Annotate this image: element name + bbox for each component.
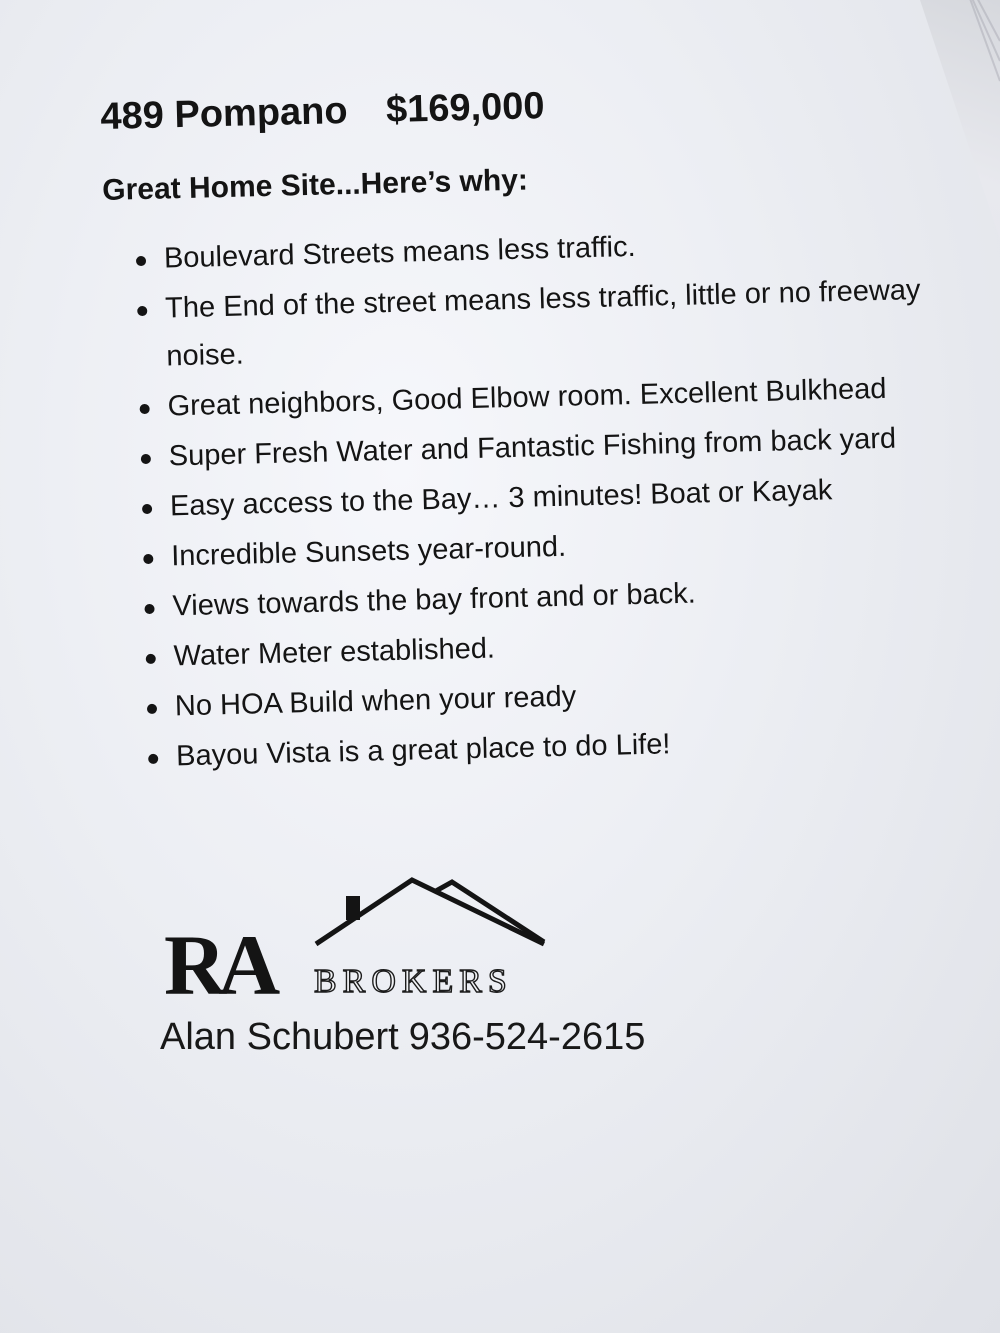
feature-text: Boulevard Streets means less traffic. bbox=[163, 230, 636, 275]
agent-name: Alan Schubert bbox=[160, 1016, 399, 1058]
bullet-icon bbox=[146, 654, 156, 664]
bullet-icon bbox=[148, 754, 158, 764]
flyer-content bbox=[100, 76, 937, 784]
listing-price: $169,000 bbox=[385, 85, 546, 132]
bullet-icon bbox=[142, 504, 152, 514]
listing-address: 489 Pompano bbox=[100, 89, 349, 138]
agent-contact bbox=[160, 1016, 655, 1059]
feature-text: No HOA Build when your ready bbox=[174, 680, 577, 723]
feature-text: Super Fresh Water and Fantastic Fishing from back yard bbox=[168, 422, 897, 473]
feature-text: Easy access to the Bay… 3 minutes! Boat or Kayak bbox=[169, 474, 833, 523]
feature-list bbox=[103, 216, 936, 782]
bullet-icon bbox=[143, 554, 153, 564]
logo-mark: RA bbox=[164, 917, 273, 1004]
listing-subtitle: Great Home Site...Here’s why: bbox=[101, 163, 529, 207]
bullet-icon bbox=[137, 306, 147, 316]
agent-phone: 936-524-2615 bbox=[408, 1016, 646, 1058]
bullet-icon bbox=[144, 604, 154, 614]
feature-text: Water Meter established. bbox=[173, 632, 496, 673]
feature-text: Great neighbors, Good Elbow room. Excellent Bulkhead bbox=[167, 372, 887, 423]
bullet-icon bbox=[141, 454, 151, 464]
bullet-icon bbox=[140, 404, 150, 414]
feature-text: The End of the street means less traffic, little or no freeway noise. bbox=[164, 274, 921, 373]
logo-word: BROKERS bbox=[314, 963, 513, 1000]
feature-item bbox=[105, 266, 927, 382]
bullet-icon bbox=[147, 704, 157, 714]
feature-text: Views towards the bay front and or back. bbox=[172, 577, 697, 623]
bullet-icon bbox=[136, 256, 146, 266]
feature-text: Incredible Sunsets year-round. bbox=[170, 530, 567, 573]
house-roof-icon bbox=[316, 880, 544, 944]
ra-brokers-logo bbox=[164, 874, 584, 1004]
listing-title bbox=[100, 76, 921, 148]
feature-text: Bayou Vista is a great place to do Life! bbox=[175, 728, 671, 773]
